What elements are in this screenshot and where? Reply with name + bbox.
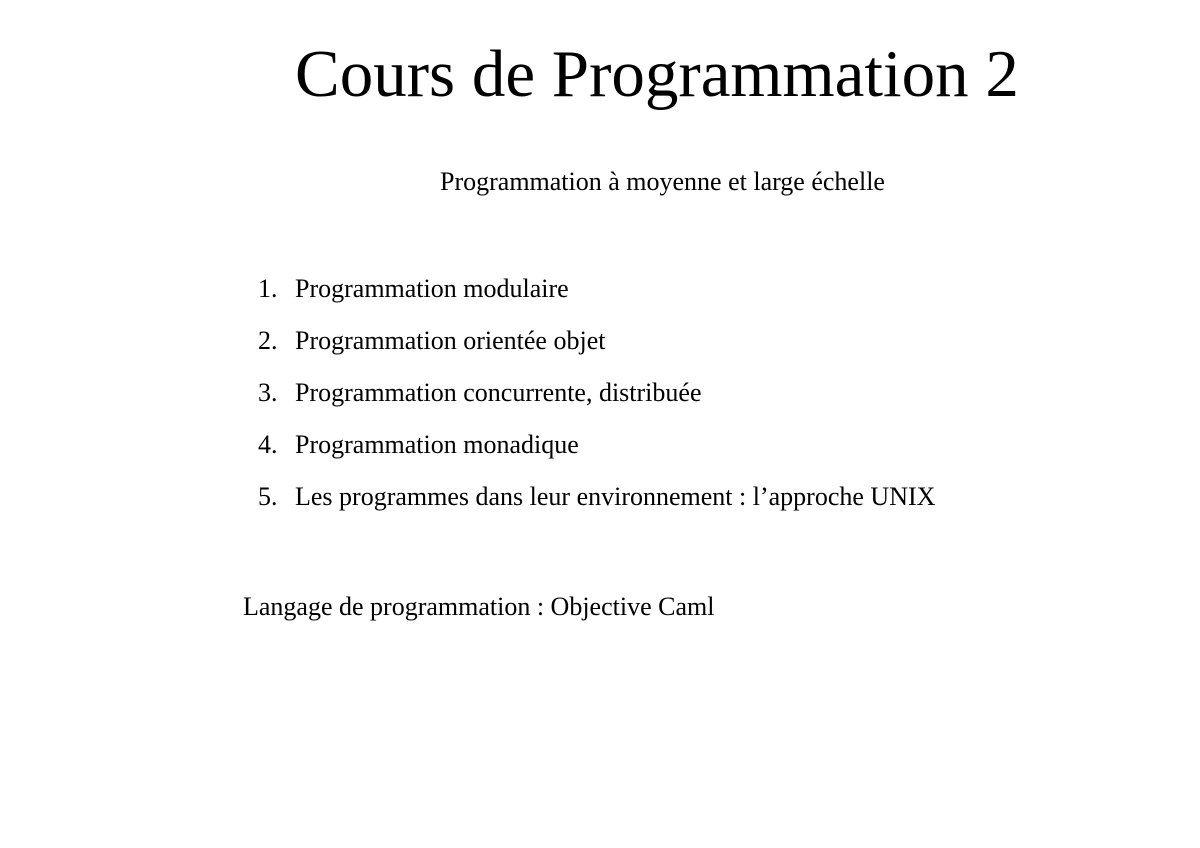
list-item-label: Les programmes dans leur environnement : l’approche UNIX xyxy=(295,482,936,511)
slide-subtitle: Programmation à moyenne et large échelle xyxy=(440,167,885,196)
list-item-label: Programmation orientée objet xyxy=(295,326,606,355)
list-item-label: Programmation concurrente, distribuée xyxy=(295,378,702,407)
list-item-label: Programmation modulaire xyxy=(295,274,569,303)
list-item-number: 5. xyxy=(258,482,278,511)
list-item xyxy=(258,324,935,376)
list-item xyxy=(258,272,935,324)
language-line: Langage de programmation : Objective Caml xyxy=(243,592,715,621)
slide-title: Cours de Programmation 2 xyxy=(295,37,1019,111)
list-item xyxy=(258,480,935,532)
list-item-number: 1. xyxy=(258,274,278,303)
list-item-number: 4. xyxy=(258,430,278,459)
list-item-number: 2. xyxy=(258,326,278,355)
list-item xyxy=(258,376,935,428)
list-item-label: Programmation monadique xyxy=(295,430,579,459)
list-item xyxy=(258,428,935,480)
topic-list xyxy=(258,272,935,532)
list-item-number: 3. xyxy=(258,378,278,407)
